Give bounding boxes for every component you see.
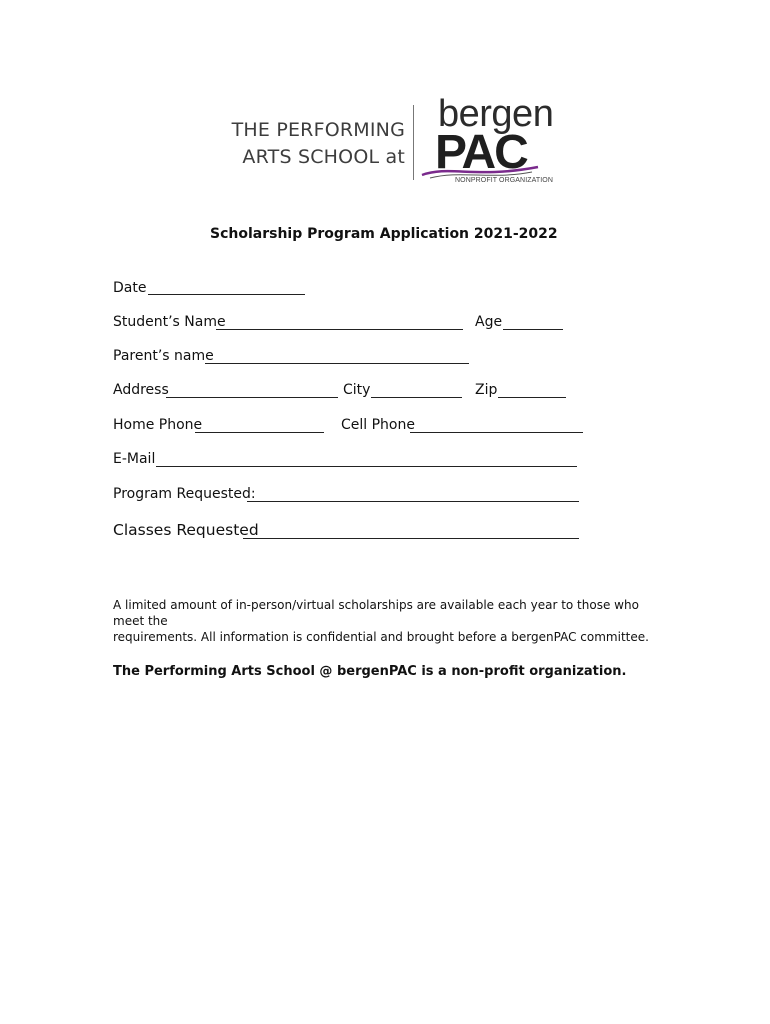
address-field[interactable]: [166, 397, 338, 398]
age-label: Age: [475, 314, 503, 330]
logo-school-name: [205, 117, 405, 171]
classes-requested-field[interactable]: [243, 538, 579, 539]
classes-requested-label: Classes Requested: [113, 521, 259, 539]
scholarship-note: [113, 597, 673, 645]
address-label: Address: [113, 382, 169, 398]
city-field[interactable]: [371, 397, 462, 398]
zip-label: Zip: [475, 382, 498, 398]
program-requested-label: Program Requested:: [113, 486, 256, 502]
note-line-2: requirements. All information is confidential and brought before a bergenPAC committee.: [113, 630, 649, 644]
note-line-1: A limited amount of in-person/virtual scholarships are available each year to those who meet the: [113, 598, 639, 628]
nonprofit-statement: The Performing Arts School @ bergenPAC is a non-profit organization.: [113, 664, 627, 679]
logo-divider: [413, 105, 414, 180]
program-requested-field[interactable]: [247, 501, 579, 502]
school-logo: [205, 95, 555, 190]
parent-name-field[interactable]: [205, 363, 469, 364]
logo-bergen: bergen: [438, 93, 554, 135]
cell-phone-label: Cell Phone: [341, 417, 415, 433]
student-name-field[interactable]: [216, 329, 463, 330]
city-label: City: [343, 382, 371, 398]
email-label: E-Mail: [113, 451, 156, 467]
date-label: Date: [113, 280, 147, 296]
parent-name-label: Parent’s name: [113, 348, 214, 364]
age-field[interactable]: [503, 329, 563, 330]
logo-tagline: NONPROFIT ORGANIZATION: [455, 177, 553, 184]
logo-pac: PAC: [435, 126, 527, 179]
email-field[interactable]: [156, 466, 577, 467]
student-name-label: Student’s Name: [113, 314, 226, 330]
home-phone-label: Home Phone: [113, 417, 203, 433]
page-title: Scholarship Program Application 2021-2022: [210, 226, 558, 242]
date-field[interactable]: [148, 294, 305, 295]
zip-field[interactable]: [498, 397, 566, 398]
home-phone-field[interactable]: [195, 432, 324, 433]
logo-line-2: ARTS SCHOOL at: [242, 146, 405, 168]
cell-phone-field[interactable]: [410, 432, 583, 433]
logo-line-1: THE PERFORMING: [231, 119, 405, 141]
